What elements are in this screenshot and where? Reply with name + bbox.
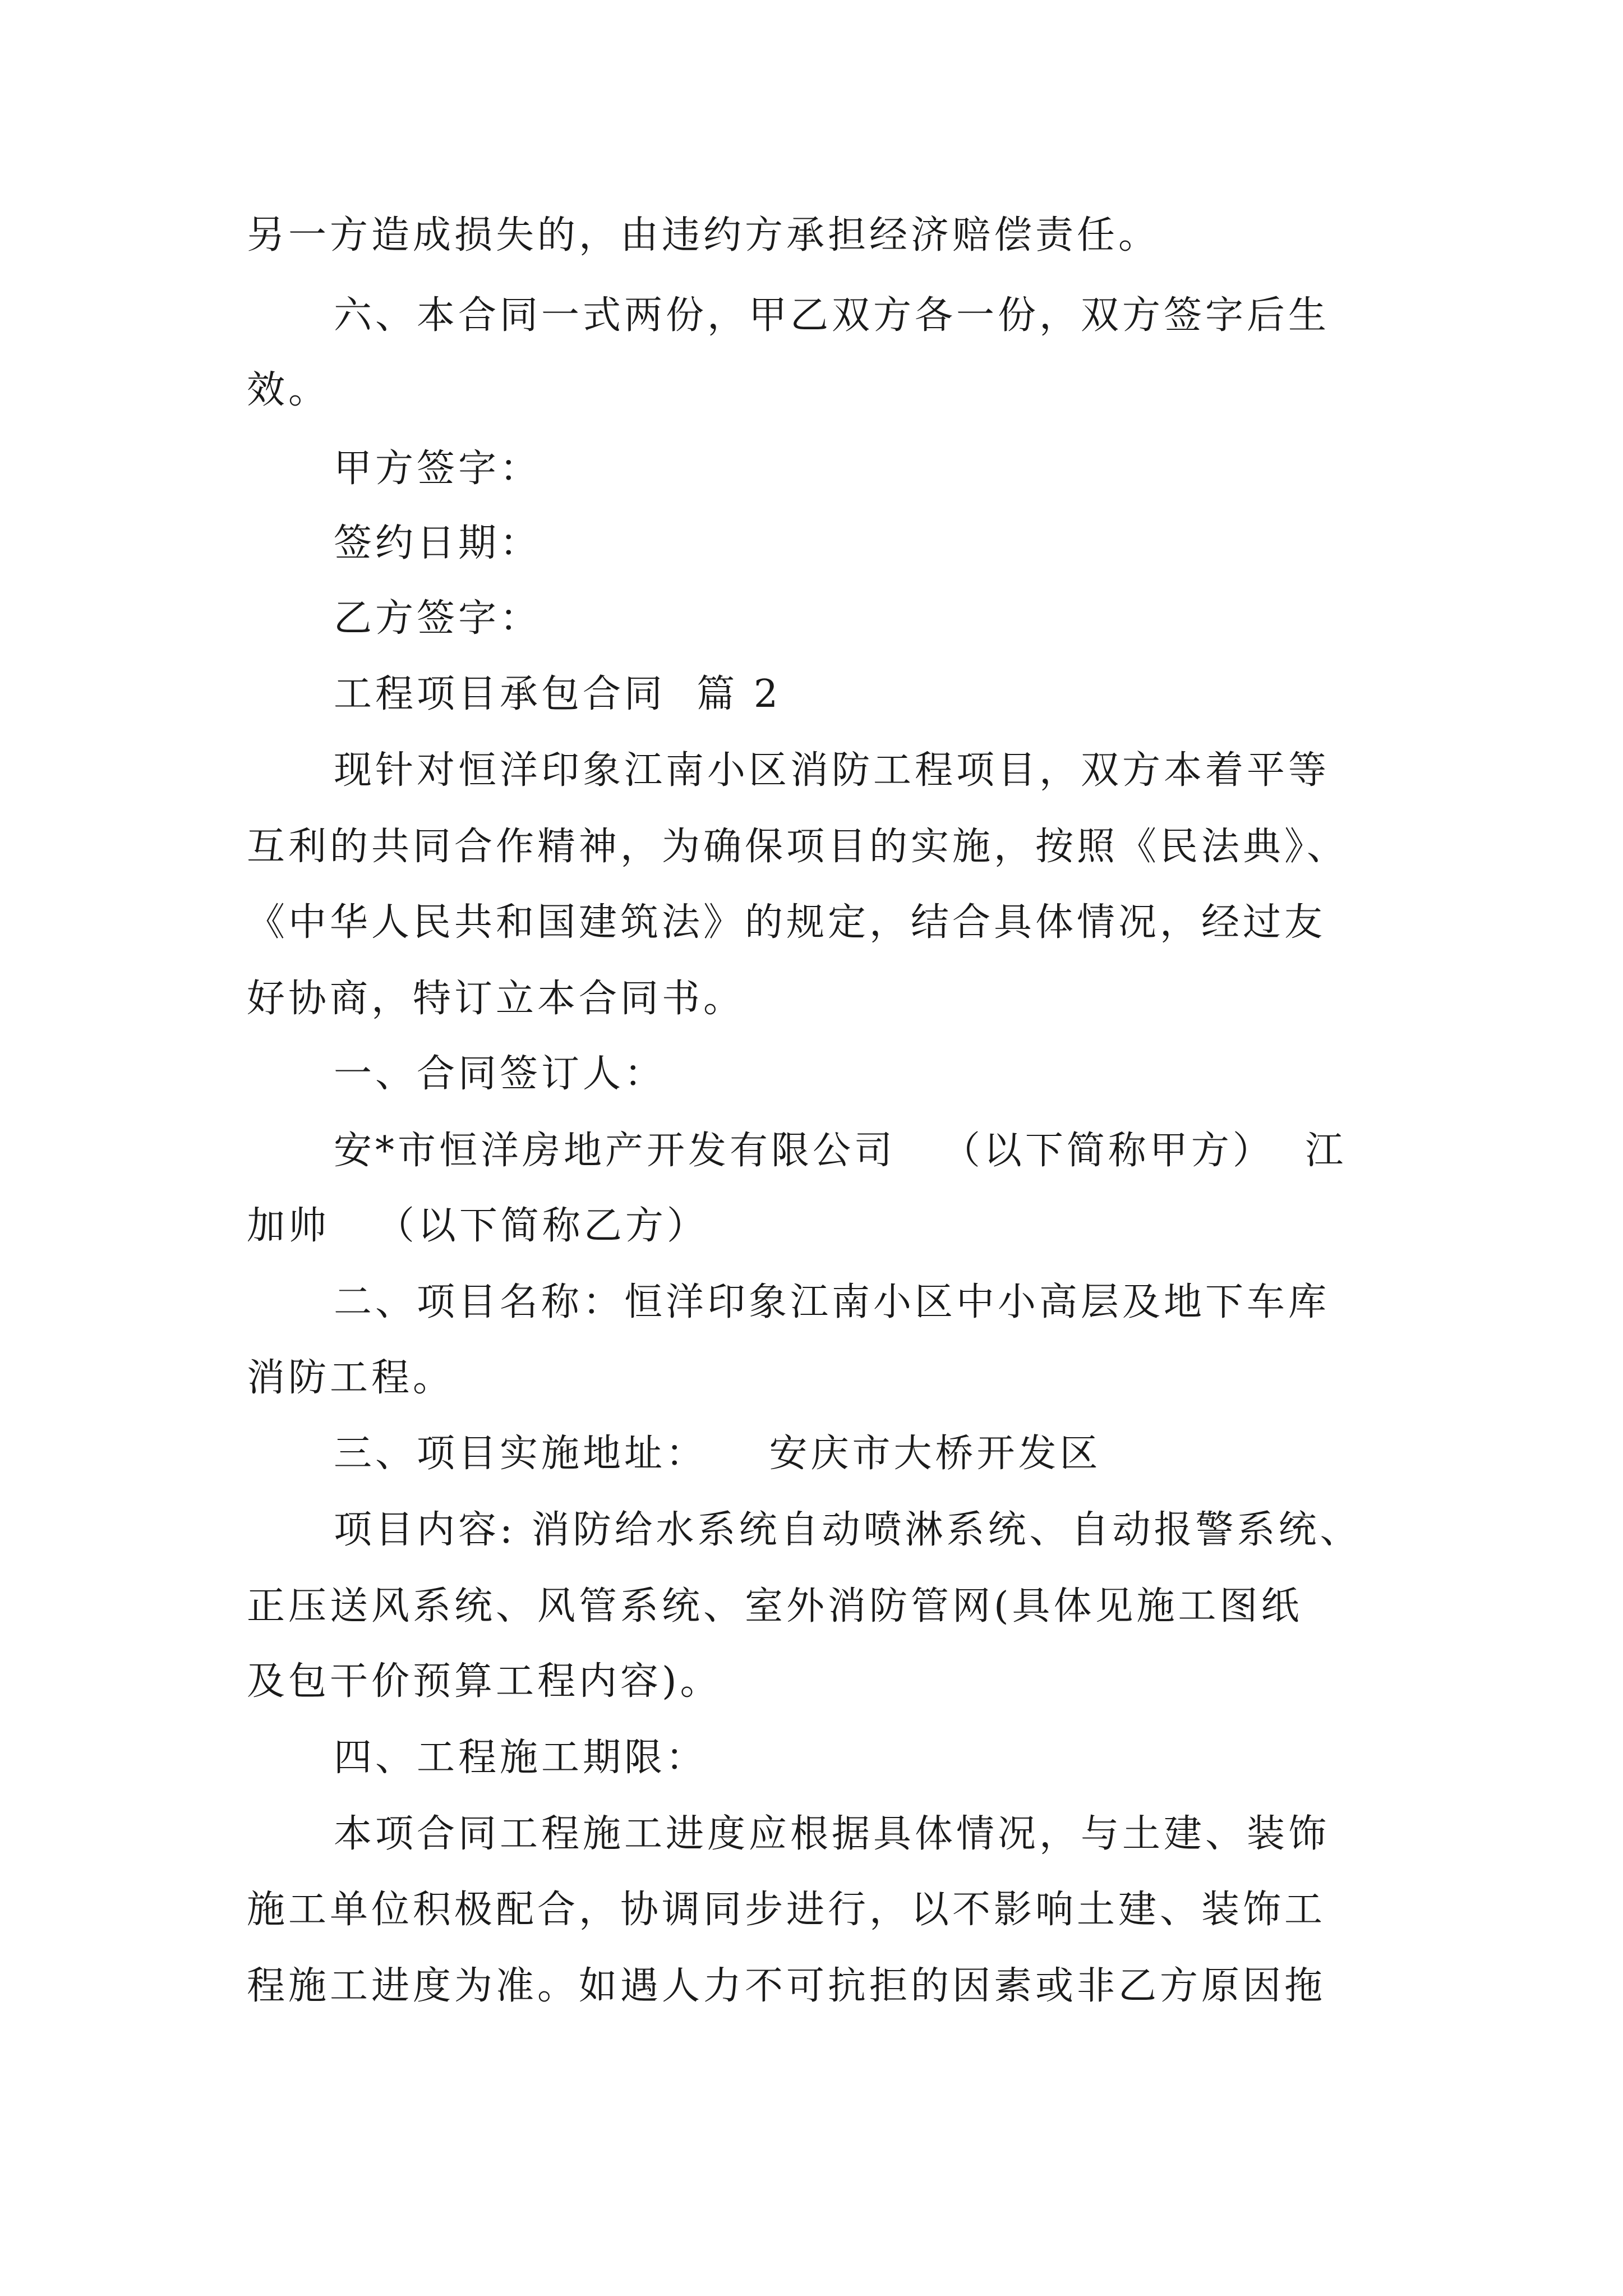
- text-line-10: 《中华人民共和国建筑法》的规定，结合具体情况，经过友: [247, 900, 1326, 945]
- text-line-1: 另一方造成损失的，由违约方承担经济赔偿责任。: [247, 213, 1160, 257]
- text-line-18: 项目内容: 消防给水系统自动喷淋系统、自动报警系统、: [334, 1508, 1362, 1552]
- text-line-4: 甲方签字：: [334, 447, 542, 491]
- text-line-20: 及包干价预算工程内容)。: [247, 1659, 722, 1704]
- text-line-15: 二、项目名称：恒洋印象江南小区中小高层及地下车库: [334, 1280, 1330, 1324]
- text-line-24: 程施工进度为准。如遇人力不可抗拒的因素或非乙方原因拖: [247, 1964, 1326, 2008]
- text-line-17: 三、项目实施地址： 安庆市大桥开发区: [334, 1432, 1101, 1476]
- text-line-11: 好协商，特订立本合同书。: [247, 977, 745, 1021]
- text-line-9: 互利的共同合作精神，为确保项目的实施，按照《民法典》、: [247, 825, 1349, 869]
- text-line-19: 正压送风系统、风管系统、室外消防管网(具体见施工图纸: [247, 1584, 1303, 1628]
- text-line-16: 消防工程。: [247, 1356, 455, 1400]
- text-line-2: 六、本合同一式两份，甲乙双方各一份，双方签字后生: [334, 293, 1330, 338]
- text-line-23: 施工单位积极配合，协调同步进行，以不影响土建、装饰工: [247, 1888, 1326, 1932]
- text-line-21: 四、工程施工期限：: [334, 1736, 708, 1780]
- text-line-13: 安*市恒洋房地产开发有限公司 （以下简称甲方） 江: [334, 1129, 1347, 1173]
- section-heading: 工程项目承包合同 篇 2: [334, 672, 782, 716]
- text-line-12: 一、合同签订人：: [334, 1052, 666, 1096]
- text-line-6: 乙方签字：: [334, 596, 542, 641]
- text-line-5: 签约日期：: [334, 521, 542, 565]
- text-line-8: 现针对恒洋印象江南小区消防工程项目，双方本着平等: [334, 748, 1330, 793]
- text-line-3: 效。: [247, 368, 330, 412]
- text-line-22: 本项合同工程施工进度应根据具体情况，与土建、装饰: [334, 1812, 1330, 1856]
- text-line-14: 加帅 （以下简称乙方）: [247, 1204, 708, 1248]
